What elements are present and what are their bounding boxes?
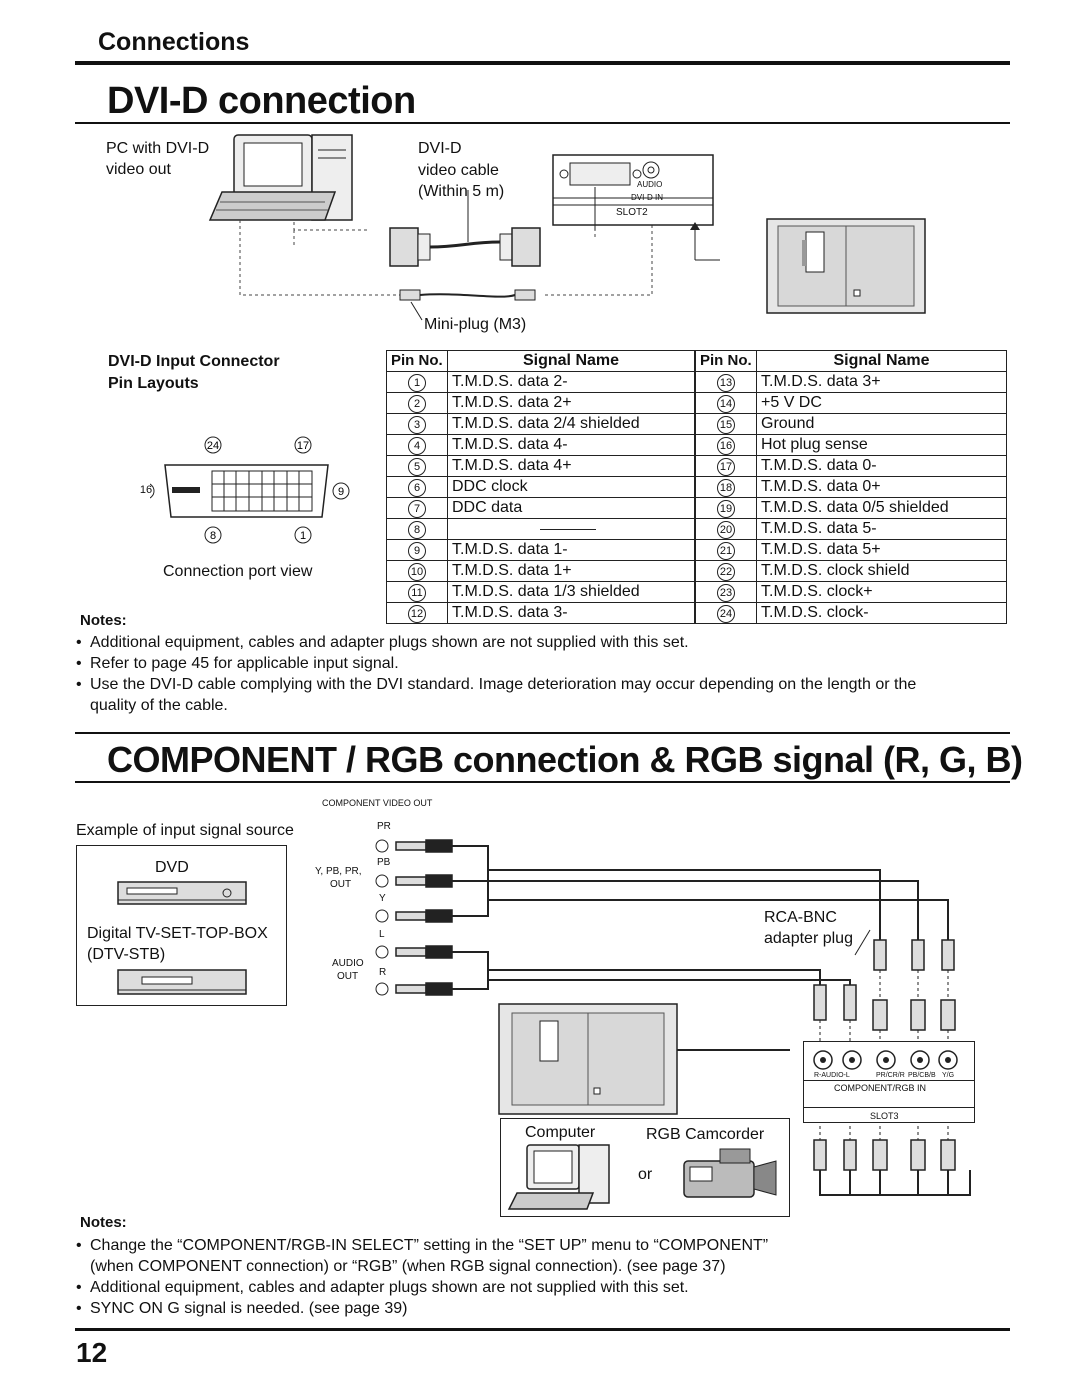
notes-heading-2: Notes:	[80, 1214, 127, 1231]
component-top-rule	[75, 732, 1010, 734]
cable-label-3: (Within 5 m)	[418, 183, 505, 200]
component-title: COMPONENT / RGB connection & RGB signal (R, G, B)	[107, 739, 1023, 780]
pin-header-2: Pin No.	[695, 351, 757, 372]
cable-label-1: DVI-D	[418, 140, 462, 157]
panel-yg-label: Y/G	[942, 1072, 955, 1079]
dvd-label: DVD	[155, 859, 189, 876]
panel-slot3-label: SLOT3	[870, 1111, 899, 1121]
table-row: 4 T.M.D.S. data 4- 16 Hot plug sense	[387, 434, 1007, 455]
not-connected-dash	[540, 529, 596, 530]
computer-icon	[507, 1143, 617, 1213]
rca-bnc-label-1: RCA-BNC	[764, 909, 837, 926]
table-row: 3 T.M.D.S. data 2/4 shielded 15 Ground	[387, 413, 1007, 434]
table-row: 9 T.M.D.S. data 1- 21 T.M.D.S. data 5+	[387, 539, 1007, 560]
panel-pb-label: PB/CB/B	[908, 1072, 936, 1079]
header-rule	[75, 61, 1010, 65]
dvi-plug-left	[390, 228, 418, 266]
slot2-label: SLOT2	[616, 207, 648, 218]
note-item-continued: quality of the cable.	[90, 697, 228, 714]
section-label: Connections	[98, 28, 250, 56]
note-item: • SYNC ON G signal is needed. (see page 39)	[76, 1300, 408, 1317]
table-row: 6 DDC clock 18 T.M.D.S. data 0+	[387, 476, 1007, 497]
jack-l-label: L	[379, 929, 385, 940]
out-label: OUT	[330, 879, 352, 890]
table-row: 11 T.M.D.S. data 1/3 shielded 23 T.M.D.S. clock+	[387, 581, 1007, 602]
computer-label: Computer	[525, 1124, 596, 1141]
jack-pr-label: PR	[377, 821, 391, 832]
display-rear-dvi	[766, 218, 926, 314]
audio-label: AUDIO	[637, 180, 663, 189]
note-item: • Additional equipment, cables and adapter plugs shown are not supplied with this set.	[76, 1279, 689, 1296]
camcorder-icon	[680, 1143, 780, 1203]
pin-table	[386, 350, 1007, 624]
dvi-in-label: DVI-D IN	[631, 193, 663, 202]
audio-out-label-1: AUDIO	[332, 958, 364, 969]
pc-label-2: video out	[106, 161, 171, 178]
dvi-wiring-diagram	[200, 130, 720, 330]
connector-title: DVI-D Input Connector Pin Layouts	[108, 353, 280, 392]
signal-header-2: Signal Name	[757, 351, 1007, 372]
or-label: or	[638, 1166, 653, 1183]
panel-pr-label: PR/CR/R	[876, 1072, 905, 1079]
pin-label-1: 1	[299, 530, 307, 542]
note-item-continued: (when COMPONENT connection) or “RGB” (when RGB signal connection). (see page 37)	[90, 1258, 726, 1275]
component-title-rule	[75, 781, 1010, 783]
footer-rule	[75, 1328, 1010, 1331]
table-row: 2 T.M.D.S. data 2+ 14 +5 V DC	[387, 392, 1007, 413]
pc-label-1: PC with DVI-D	[106, 140, 210, 157]
dvi-title: DVI-D connection	[107, 80, 416, 122]
pin-label-8: 8	[209, 530, 217, 542]
terminal-jacks	[808, 1046, 968, 1074]
pin-label-16: 16	[139, 484, 153, 496]
pin-label-24: 24	[206, 440, 220, 452]
dvi-pin-layout-diagram	[150, 435, 360, 555]
table-row: 8 20 T.M.D.S. data 5-	[387, 518, 1007, 539]
pin-label-17: 17	[296, 440, 310, 452]
signal-header-1: Signal Name	[448, 351, 696, 372]
jack-y-label: Y	[379, 893, 386, 904]
dvd-player-icon	[117, 878, 247, 908]
note-item: • Refer to page 45 for applicable input signal.	[76, 655, 399, 672]
note-item: • Use the DVI-D cable complying with the DVI standard. Image deterioration may occur depending on the length or the	[76, 676, 917, 693]
table-row: 7 DDC data 19 T.M.D.S. data 0/5 shielded	[387, 497, 1007, 518]
stb-label-2: (DTV-STB)	[87, 946, 166, 963]
ypbpr-label: Y, PB, PR,	[315, 866, 362, 877]
example-label: Example of input signal source	[76, 822, 294, 839]
cable-label-2: video cable	[418, 162, 499, 179]
note-item: • Change the “COMPONENT/RGB-IN SELECT” setting in the “SET UP” menu to “COMPONENT”	[76, 1237, 769, 1254]
jack-pb-label: PB	[377, 857, 391, 868]
table-row: 10 T.M.D.S. data 1+ 22 T.M.D.S. clock shield	[387, 560, 1007, 581]
jack-r-label: R	[379, 967, 387, 978]
miniplug-label: Mini-plug (M3)	[424, 316, 527, 333]
rca-bnc-label-2: adapter plug	[764, 930, 853, 947]
dvi-plug-right	[512, 228, 540, 266]
stb-label-1: Digital TV-SET-TOP-BOX	[87, 925, 268, 942]
pin-label-9: 9	[337, 486, 345, 498]
audio-out-label-2: OUT	[337, 971, 359, 982]
panel-audio-label: R-AUDIO-L	[814, 1072, 850, 1079]
page-number: 12	[76, 1337, 108, 1368]
display-rear-component	[498, 1003, 678, 1115]
port-view-label: Connection port view	[163, 563, 313, 580]
table-row: 12 T.M.D.S. data 3- 24 T.M.D.S. clock-	[387, 602, 1007, 623]
pc-computer-icon	[210, 135, 352, 220]
panel-comp-label: COMPONENT/RGB IN	[834, 1083, 927, 1093]
table-row: 1 T.M.D.S. data 2- 13 T.M.D.S. data 3+	[387, 371, 1007, 392]
component-video-out-label: COMPONENT VIDEO OUT	[322, 798, 433, 808]
dvi-title-rule	[75, 122, 1010, 124]
pin-header-1: Pin No.	[387, 351, 448, 372]
set-top-box-icon	[117, 968, 247, 998]
note-item: • Additional equipment, cables and adapter plugs shown are not supplied with this set.	[76, 634, 689, 651]
camcorder-label: RGB Camcorder	[646, 1126, 765, 1143]
table-row: 5 T.M.D.S. data 4+ 17 T.M.D.S. data 0-	[387, 455, 1007, 476]
notes-heading: Notes:	[80, 612, 127, 629]
